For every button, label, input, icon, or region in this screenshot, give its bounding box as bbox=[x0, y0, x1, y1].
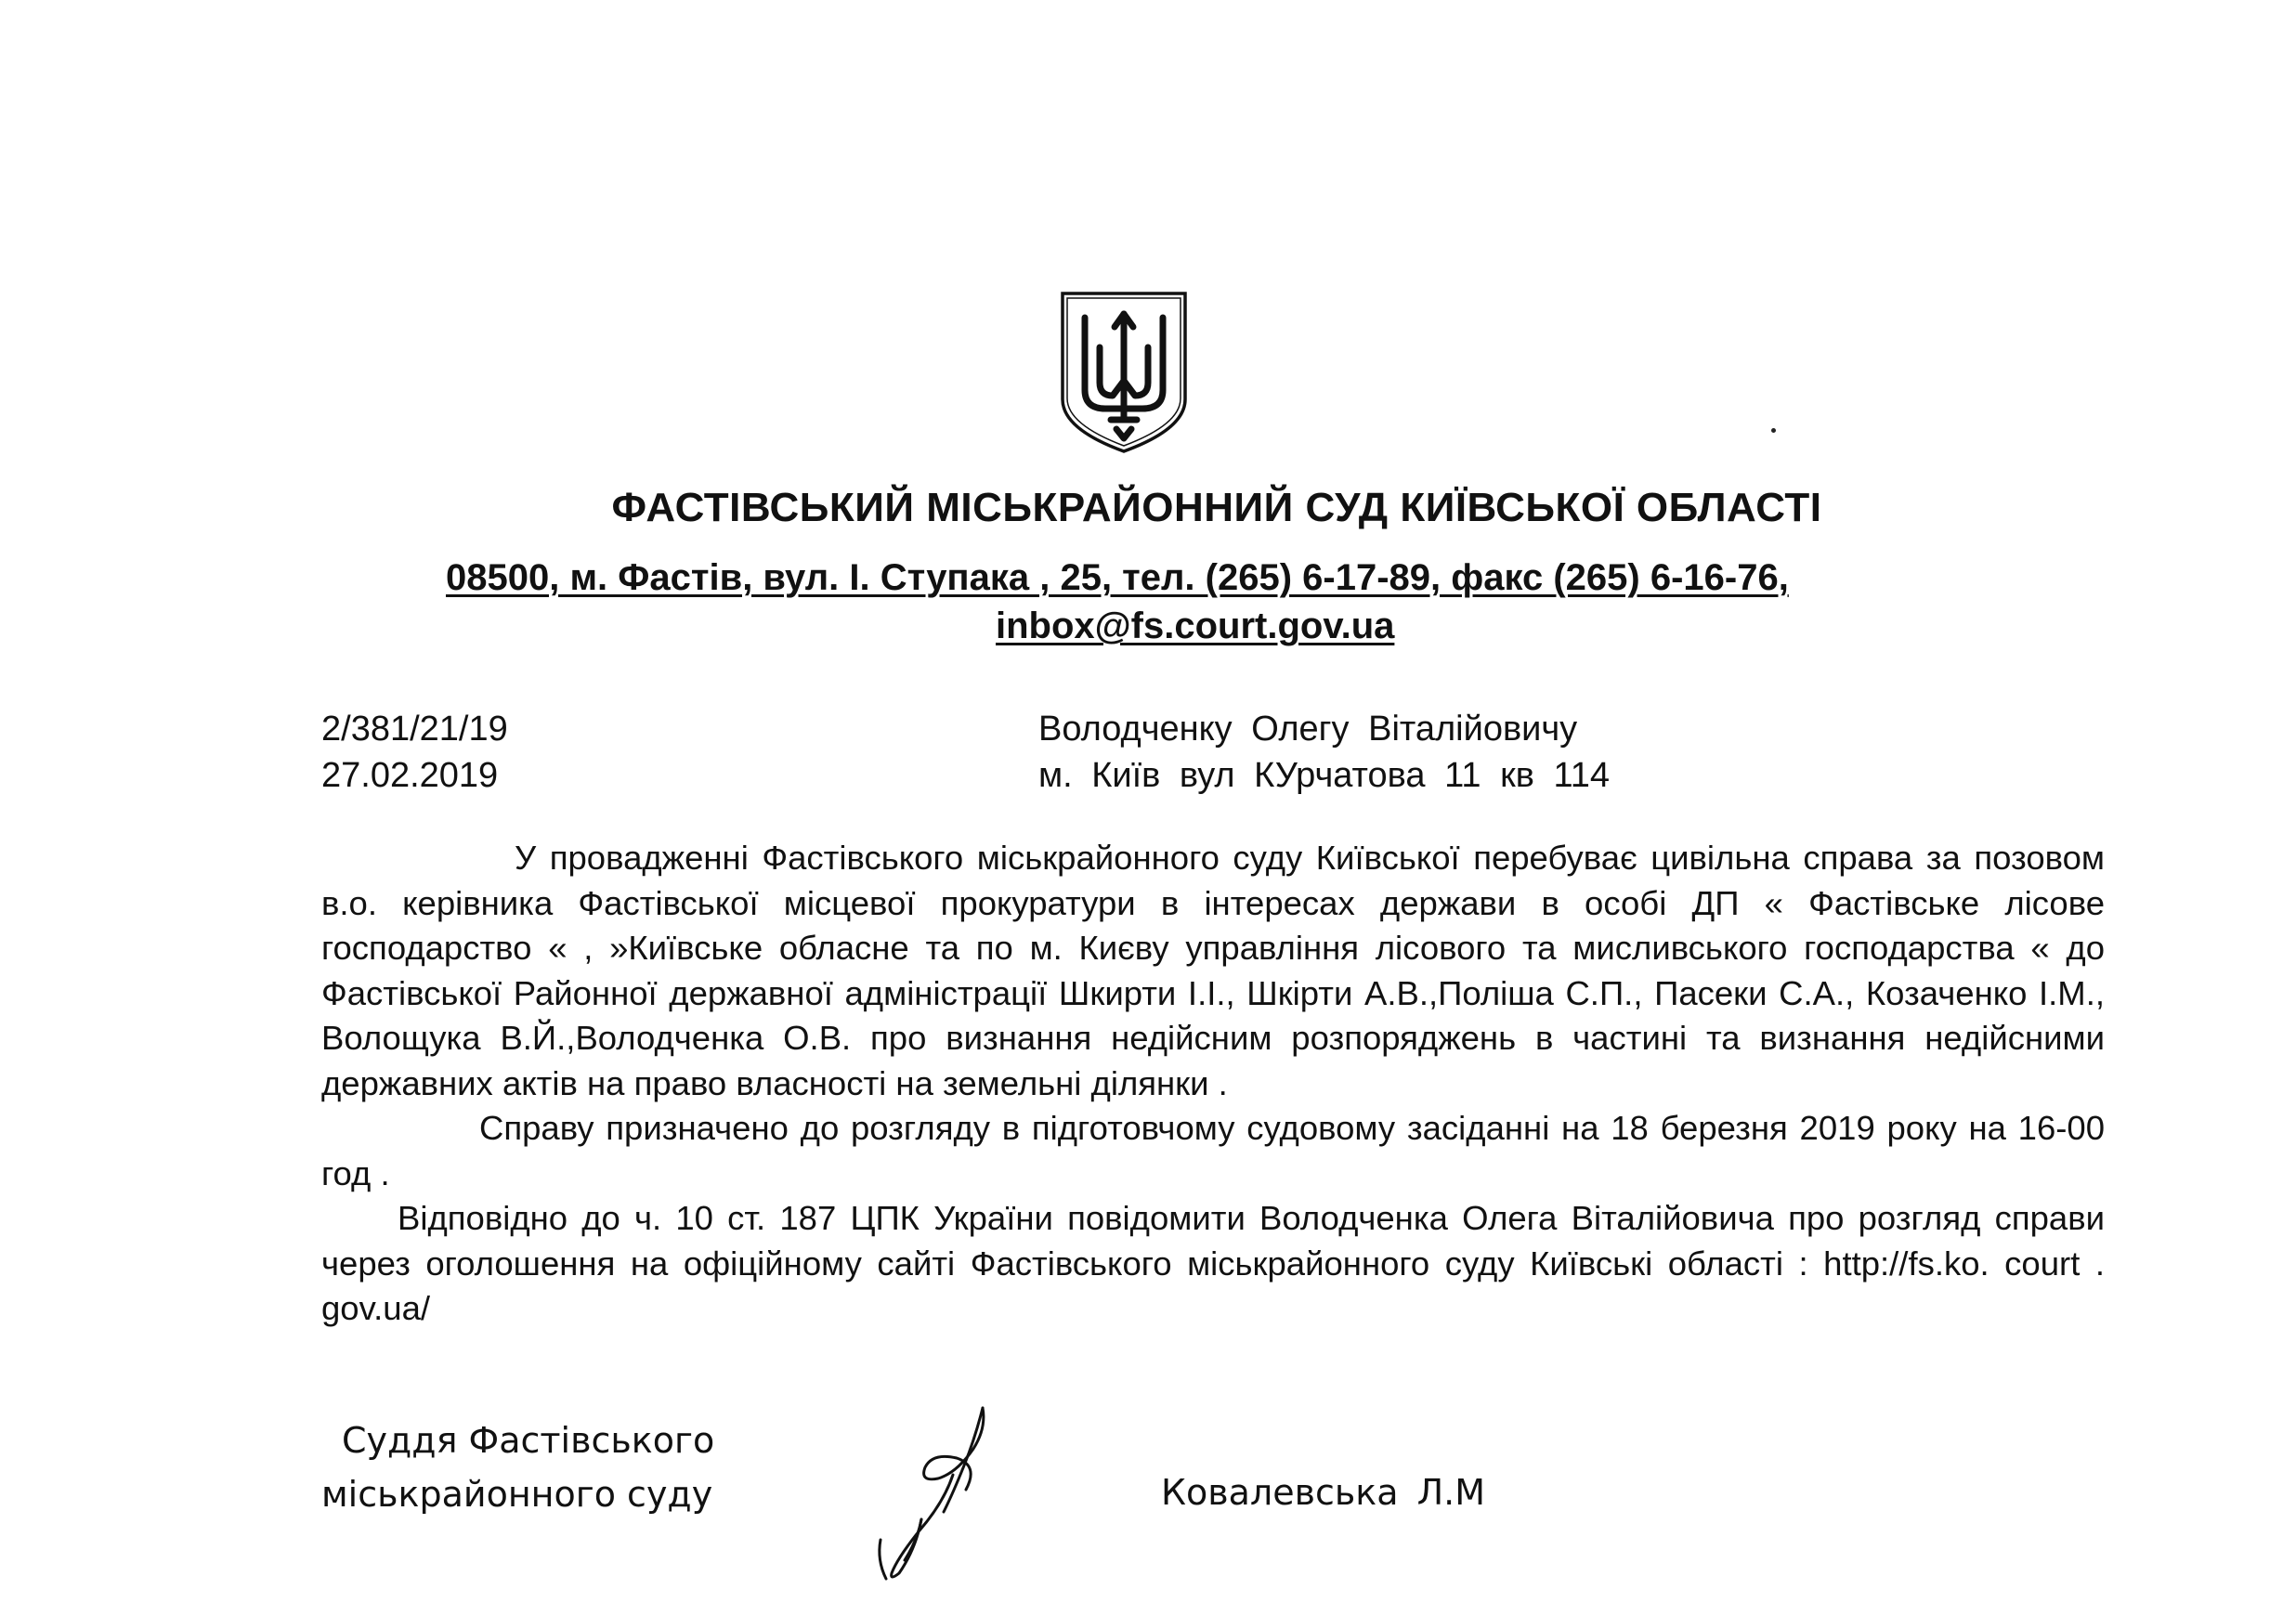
recipient-address: м. Київ вул КУрчатова 11 кв 114 bbox=[1038, 756, 1611, 795]
ukraine-trident-coat-of-arms-icon bbox=[1057, 290, 1191, 455]
body-paragraph-case: У провадженні Фастівського міськрайонного суду Київської перебуває цивільна справа за позовом в.о. керівника Фастівської місцевої прокуратури в інтересах держави в особі ДП « Фастівське лісове господарство « , »Київське обласне та по м. Києву управління лісового та мисливського господарства « до Фастівської Районної державної адміністрації Шкирти І.І., Шкірти А.В.,Поліша С.П., Пасеки С.А., Козаченко І.М., Волощука В.Й.,Володченка О.В. про визнання недійсним розпоряджень в частині та визнання недійсними державних актів на право власності на земельні ділянки . bbox=[321, 839, 2105, 1102]
court-name-text: ФАСТІВСЬКИЙ МІСЬКРАЙОННИЙ СУД КИЇВСЬКОЇ ОБЛАСТІ bbox=[611, 485, 1822, 530]
recipient-block bbox=[1038, 706, 1610, 799]
court-address: 08500, м. Фастів, вул. І. Ступака , 25, тел. (265) 6-17-89, факс (265) 6-16-76, bbox=[446, 557, 1789, 598]
case-meta bbox=[321, 706, 508, 799]
letter-body bbox=[321, 836, 2105, 1332]
stray-mark bbox=[1771, 428, 1776, 433]
letter-date: 27.02.2019 bbox=[321, 756, 499, 795]
judge-name: Ковалевська Л.М bbox=[1161, 1472, 1486, 1513]
body-paragraph-notice: Відповідно до ч. 10 ст. 187 ЦПК України повідомити Володченка Олега Віталійовича про розгляд справи через оголошення на офіційному сайті Фастівського міськрайонного суду Київські області : http://fs.ko. court . gov.ua/ bbox=[321, 1199, 2105, 1327]
court-name-heading bbox=[0, 485, 2296, 531]
judge-title bbox=[321, 1413, 714, 1521]
judge-title-line-2: міськрайонного суду bbox=[321, 1474, 713, 1515]
recipient-name: Володченку Олегу Віталійовичу bbox=[1038, 710, 1578, 749]
body-paragraph-hearing: Справу призначено до розгляду в підготовчому судовому засіданні на 18 березня 2019 року на 16-00 год . bbox=[321, 1109, 2105, 1192]
case-number: 2/381/21/19 bbox=[321, 710, 508, 749]
handwritten-signature-icon bbox=[864, 1400, 1003, 1586]
judge-title-line-1: Суддя Фастівського bbox=[342, 1420, 715, 1461]
court-email: inbox@fs.court.gov.ua bbox=[996, 606, 1395, 646]
